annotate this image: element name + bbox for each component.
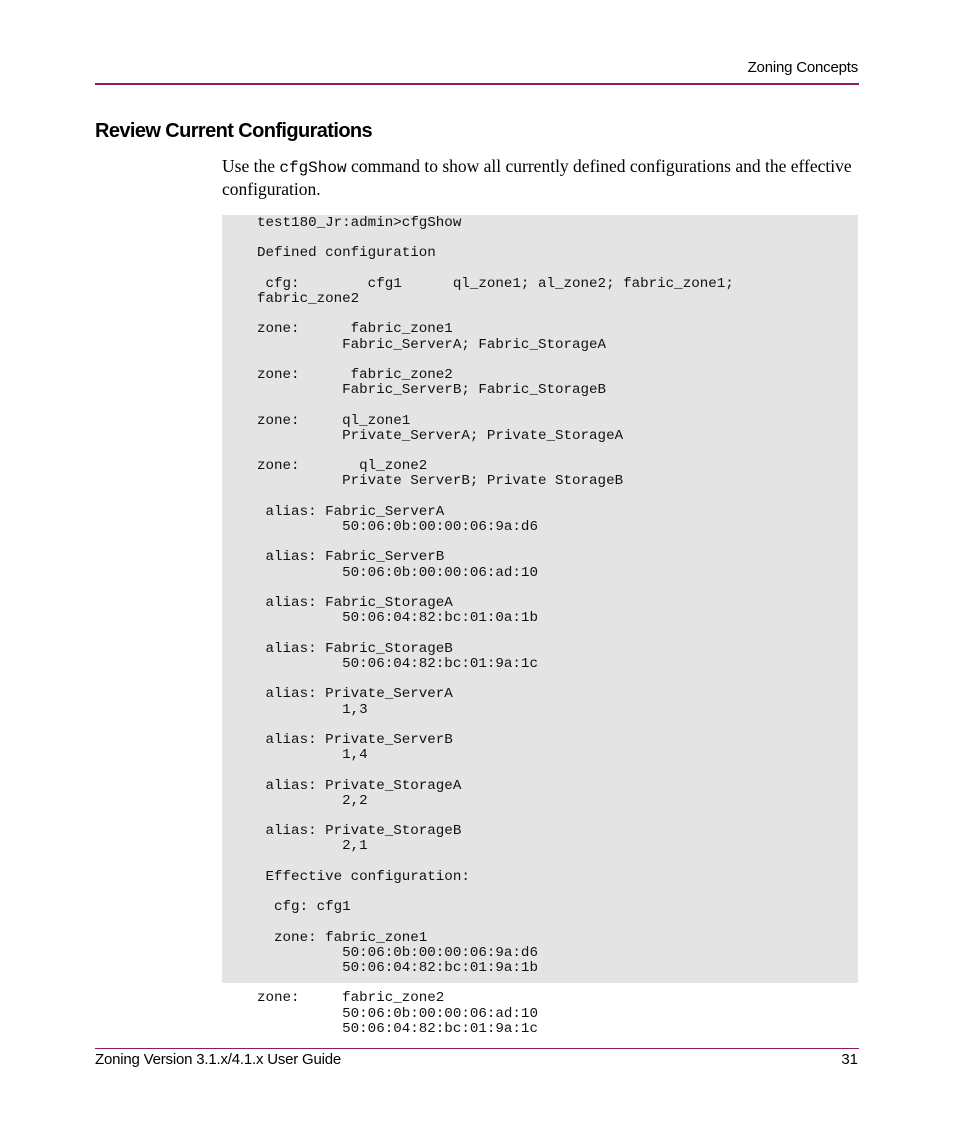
intro-paragraph — [222, 156, 862, 200]
intro-text-after: command to show all currently defined configurations and the effective configuration. — [222, 156, 852, 199]
header-divider — [95, 83, 859, 85]
page-number: 31 — [841, 1051, 858, 1068]
section-heading: Review Current Configurations — [95, 120, 373, 142]
code-example-box — [222, 215, 858, 1037]
intro-text-before: Use the — [222, 156, 280, 176]
footer-document-title: Zoning Version 3.1.x/4.1.x User Guide — [95, 1051, 342, 1068]
footer-divider — [95, 1048, 859, 1049]
cfgshow-output: test180_Jr:admin>cfgShow Defined configuration cfg: cfg1 ql_zone1; al_zone2; fabric_zone1; fabric_zone2 zone: fabric_zone1 Fabric_ServerA; Fabric_StorageA zone: fabric_zone2 Fabric_ServerB; Fabric_StorageB zone: ql_zone1 Private_ServerA; Private_StorageA zone: ql_zone2 Private ServerB; Private StorageB alias: Fabric_ServerA 50:06:0b:00:00:06:9a:d6 alias: Fabric_ServerB 50:06:0b:00:00:06:ad:10 alias: Fabric_StorageA 50:06:04:82:bc:01:0a:1b alias: Fabric_StorageB 50:06:04:82:bc:01:9a:1c alias: Private_ServerA 1,3 alias: Private_ServerB 1,4 alias: Private_StorageA 2,2 alias: Private_StorageB 2,1 Effective configuration: cfg: cfg1 zone: fabric_zone1 50:06:0b:00:00:06:9a:d6 50:06:04:82:bc:01:9a:1b zone: fabric_zone2 50:06:0b:00:00:06:ad:10 50:06:04:82:bc:01:9a:1c — [257, 215, 734, 1037]
intro-command: cfgShow — [279, 159, 347, 177]
running-header-title: Zoning Concepts — [747, 59, 858, 76]
